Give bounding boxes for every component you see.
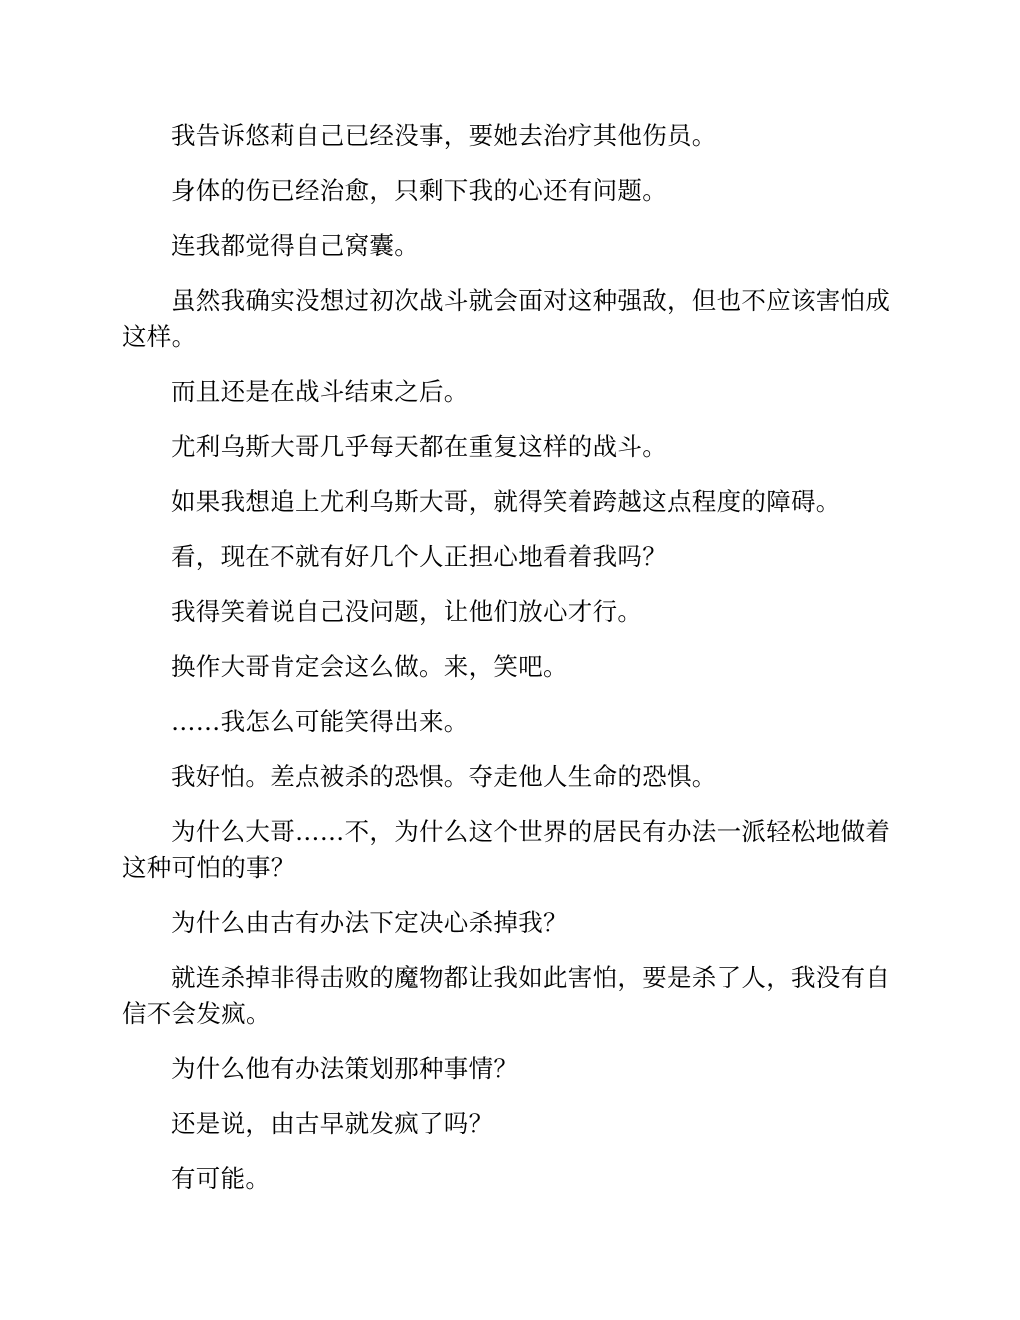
- paragraph: 换作大哥肯定会这么做。来，笑吧。: [171, 652, 568, 681]
- paragraph: 为什么由古有办法下定决心杀掉我？: [171, 908, 568, 937]
- paragraph: 为什么他有办法策划那种事情？: [171, 1054, 519, 1083]
- paragraph: 尤利乌斯大哥几乎每天都在重复这样的战斗。: [171, 432, 667, 461]
- paragraph: 连我都觉得自己窝囊。: [171, 231, 419, 260]
- paragraph: 而且还是在战斗结束之后。: [171, 377, 469, 406]
- paragraph: 身体的伤已经治愈，只剩下我的心还有问题。: [171, 176, 667, 205]
- paragraph: 如果我想追上尤利乌斯大哥，就得笑着跨越这点程度的障碍。: [171, 487, 841, 516]
- paragraph: 看，现在不就有好几个人正担心地看着我吗？: [171, 542, 667, 571]
- paragraph: 我告诉悠莉自己已经没事，要她去治疗其他伤员。: [171, 121, 717, 150]
- paragraph: 还是说，由古早就发疯了吗？: [171, 1109, 494, 1138]
- document-body: [122, 118, 898, 1216]
- paragraph: 有可能。: [171, 1164, 271, 1193]
- paragraph: 虽然我确实没想过初次战斗就会面对这种强敌，但也不应该害怕成这样。: [122, 286, 891, 351]
- paragraph: 我好怕。差点被杀的恐惧。夺走他人生命的恐惧。: [171, 762, 717, 791]
- paragraph: 为什么大哥……不，为什么这个世界的居民有办法一派轻松地做着这种可怕的事？: [122, 817, 891, 882]
- paragraph: 我得笑着说自己没问题，让他们放心才行。: [171, 597, 643, 626]
- paragraph: ……我怎么可能笑得出来。: [171, 707, 469, 736]
- paragraph: 就连杀掉非得击败的魔物都让我如此害怕，要是杀了人，我没有自信不会发疯。: [122, 963, 891, 1028]
